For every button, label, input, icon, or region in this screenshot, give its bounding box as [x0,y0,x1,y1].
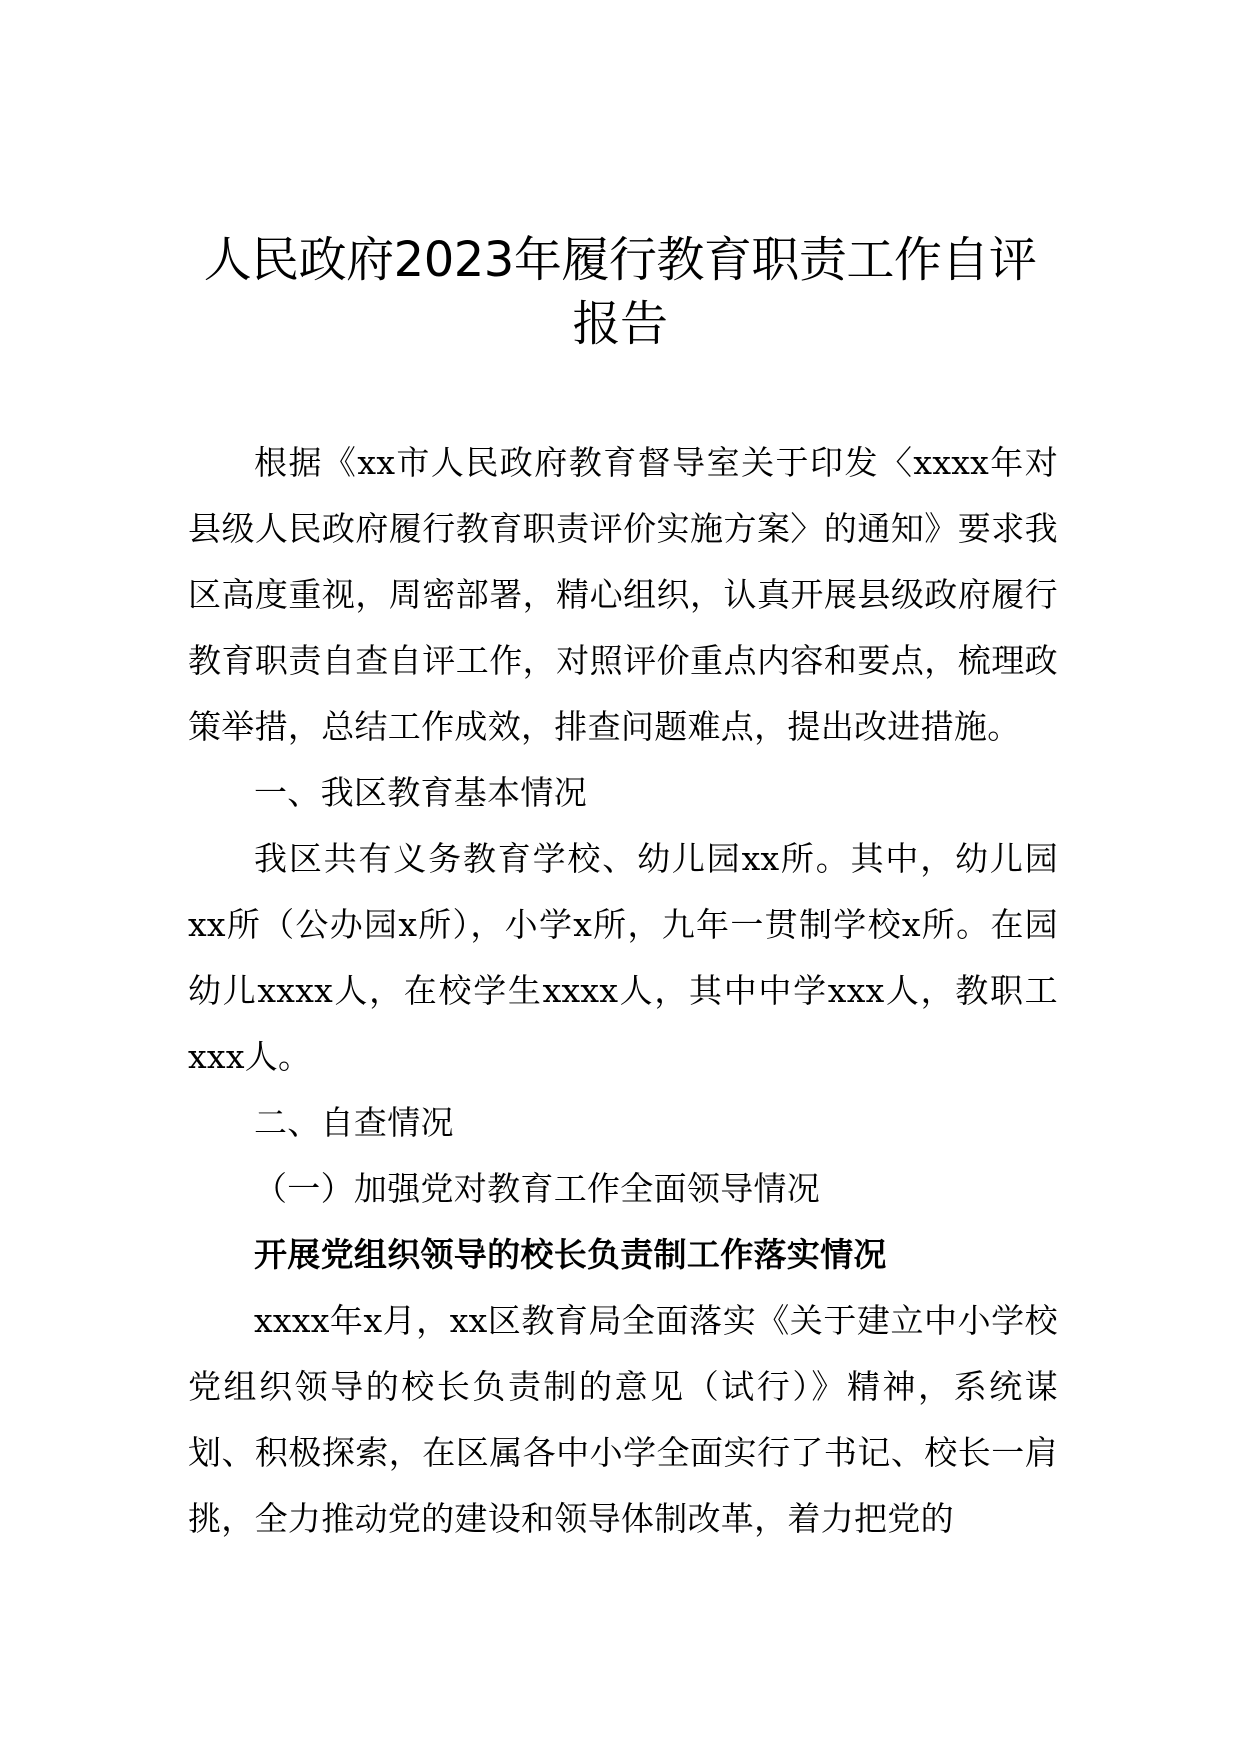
document-title: 人民政府2023年履行教育职责工作自评报告 [203,232,1037,352]
intro-paragraph: 根据《xx市人民政府教育督导室关于印发〈xxxx年对县级人民政府履行教育职责评价实施方案〉的通知》要求我区高度重视，周密部署，精心组织，认真开展县级政府履行教育职责自查自评工作，对照评价重点内容和要点，梳理政策举措，总结工作成效，排查问题难点，提出改进措施。 [188,443,1058,746]
section-heading-self-check: 二、自查情况 [254,1103,454,1142]
document-body [188,430,1058,1552]
principal-responsibility-paragraph: xxxx年x月，xx区教育局全面落实《关于建立中小学校党组织领导的校长负责制的意见（试行）》精神，系统谋划、积极探索，在区属各中小学全面实行了书记、校长一肩挑，全力推动党的建设和领导体制改革，着力把党的 [188,1301,1058,1538]
bold-subheading-principal-responsibility: 开展党组织领导的校长负责制工作落实情况 [254,1235,887,1274]
subsection-heading-party-leadership: （一）加强党对教育工作全面领导情况 [254,1169,821,1208]
basic-info-paragraph: 我区共有义务教育学校、幼儿园xx所。其中，幼儿园xx所（公办园x所），小学x所，九年一贯制学校x所。在园幼儿xxxx人，在校学生xxxx人，其中中学xxx人，教职工xxx人。 [188,839,1058,1076]
section-heading-basic-info: 一、我区教育基本情况 [254,773,587,812]
